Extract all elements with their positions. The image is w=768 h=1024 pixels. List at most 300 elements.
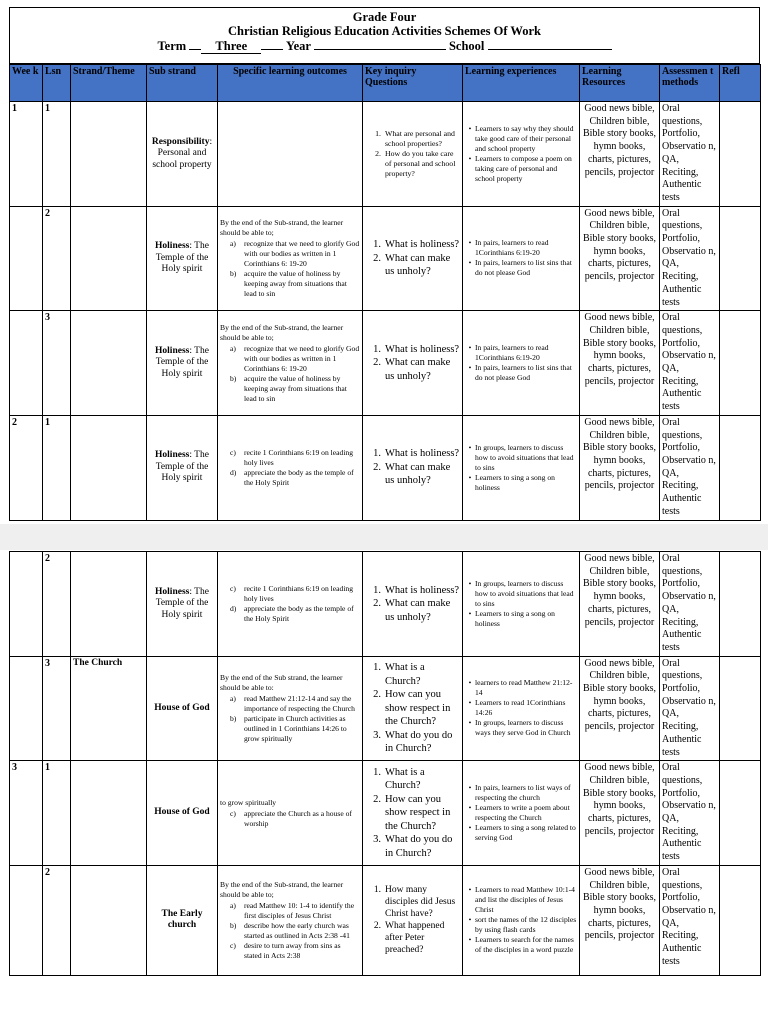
week-cell: [10, 415, 43, 520]
resources-cell: [580, 656, 660, 761]
assessment-cell: [660, 311, 720, 416]
bullet-icon: •: [468, 783, 472, 793]
outcome-label: a): [230, 900, 236, 910]
outcomes-intro: By the end of the Sub-strand, the learner should be able to;: [220, 217, 344, 237]
question-number: 3.: [373, 834, 381, 846]
experience-item: [465, 935, 577, 955]
experience-text: Learners to read 1Corinthians 14:26: [475, 698, 566, 718]
outcome-label: b): [230, 713, 237, 723]
substrand-cell: [147, 206, 218, 311]
question-text: What is a Church?: [385, 662, 425, 687]
resources-text: Good news bible, Children bible, Bible story books, hymn books, charts, pictures, pencils, projector: [582, 103, 657, 178]
reflection-cell: [720, 206, 761, 311]
experience-text: In pairs, learners to list ways of respecting the church: [475, 783, 571, 803]
scheme-page-1: [9, 7, 760, 521]
assessment-text: Oral questions, Portfolio, Observatio n, QA, Reciting, Authentic tests: [662, 553, 716, 653]
experience-item: [465, 803, 577, 823]
question-number: 2.: [373, 252, 381, 264]
assessment-text: Oral questions, Portfolio, Observatio n, QA, Reciting, Authentic tests: [662, 866, 716, 967]
bullet-icon: •: [468, 343, 472, 353]
strand-cell: [71, 102, 147, 207]
lesson-cell: [43, 761, 71, 866]
table-body-2: [10, 552, 761, 976]
substrand-title: Responsibility: [151, 136, 210, 147]
experience-item: [465, 154, 577, 184]
bullet-icon: •: [468, 363, 472, 373]
question-number: 3.: [373, 729, 381, 741]
term-label: Term: [157, 39, 187, 53]
outcome-item: [230, 468, 360, 488]
col-inquiry: Key inquiry Questions: [363, 65, 463, 102]
outcome-label: c): [230, 447, 236, 457]
experience-item: [465, 678, 577, 698]
grade-title: Grade Four: [352, 10, 417, 24]
table-body-1: [10, 102, 761, 521]
outcome-label: b): [230, 268, 237, 278]
question-text: How many disciples did Jesus Christ have?: [385, 885, 456, 920]
outcome-item: [230, 809, 360, 829]
question-number: 2.: [373, 793, 381, 805]
question-text: What can make us unholy?: [385, 598, 451, 623]
question-text: How can you show respect in the Church?: [385, 793, 451, 832]
question-number: 2.: [373, 357, 381, 369]
substrand-cell: [147, 865, 218, 975]
question-number: 1.: [373, 343, 381, 355]
experience-text: sort the names of the 12 disciples by using flash cards: [475, 915, 577, 935]
inquiry-cell: [363, 206, 463, 311]
inquiry-question: [365, 833, 460, 860]
lesson-cell: [43, 656, 71, 761]
term-blank-right: [261, 38, 283, 50]
substrand-cell: [147, 415, 218, 520]
header-row: [10, 65, 761, 102]
outcome-label: d): [230, 603, 237, 613]
reflection-cell: [720, 102, 761, 207]
table-row: [10, 311, 761, 416]
bullet-icon: •: [468, 935, 472, 945]
outcome-label: c): [230, 940, 236, 950]
week-cell: [10, 102, 43, 207]
question-text: What are personal and school properties?: [385, 128, 455, 148]
reflection-cell: [720, 311, 761, 416]
lesson-number: 1: [45, 103, 50, 114]
outcomes-intro: to grow spiritually: [220, 797, 277, 807]
col-week: Wee k: [10, 65, 43, 102]
outcome-item: [230, 239, 360, 269]
outcome-label: b): [230, 920, 237, 930]
assessment-cell: [660, 552, 720, 657]
outcome-item: [230, 374, 360, 404]
assessment-text: Oral questions, Portfolio, Observatio n, QA, Reciting, Authentic tests: [662, 312, 716, 413]
assessment-cell: [660, 865, 720, 975]
question-number: 2.: [375, 148, 381, 158]
outcome-item: [230, 901, 360, 921]
resources-cell: [580, 206, 660, 311]
week-cell: [10, 761, 43, 866]
outcome-text: read Matthew 10: 1-4 to identify the first disciples of Jesus Christ: [244, 900, 355, 920]
resources-cell: [580, 761, 660, 866]
experience-item: [465, 609, 577, 629]
question-text: What is a Church?: [385, 766, 425, 792]
experience-text: Learners to read Matthew 10:1-4 and list the disciples of Jesus Christ: [475, 885, 575, 915]
lesson-number: 3: [45, 312, 50, 324]
outcome-item: [230, 921, 360, 941]
lesson-cell: [43, 415, 71, 520]
substrand-title: Holiness: [155, 345, 190, 356]
experiences-cell: [463, 865, 580, 975]
school-label: School: [448, 39, 485, 53]
outcomes-intro: By the end of the Sub-strand, the learner should be able to;: [220, 322, 344, 342]
year-label: Year: [285, 39, 311, 53]
scheme-table-2: [9, 551, 761, 976]
substrand-detail: : The Temple of the Holy spirit: [155, 345, 209, 379]
experience-item: [465, 343, 577, 363]
outcome-text: acquire the value of holiness by keeping away from situations that lead to sin: [244, 268, 347, 298]
assessment-cell: [660, 761, 720, 866]
outcomes-cell: [218, 761, 363, 866]
outcomes-cell: [218, 552, 363, 657]
outcome-label: d): [230, 467, 237, 477]
lesson-number: 1: [45, 762, 50, 774]
outcome-label: a): [230, 343, 236, 353]
substrand-detail: : The Temple of the Holy spirit: [155, 450, 209, 484]
bullet-icon: •: [468, 472, 472, 482]
table-row: [10, 206, 761, 311]
outcome-label: b): [230, 373, 237, 383]
col-lesson: Lsn: [43, 65, 71, 102]
outcomes-cell: [218, 102, 363, 207]
outcome-item: [230, 269, 360, 299]
bullet-icon: •: [468, 153, 472, 163]
assessment-text: Oral questions, Portfolio, Observatio n, QA, Reciting, Authentic tests: [662, 207, 716, 308]
resources-text: Good news bible, Children bible, Bible story books, hymn books, charts, pictures, pencils, projector: [582, 762, 657, 837]
inquiry-cell: [363, 311, 463, 416]
bullet-icon: •: [468, 678, 472, 688]
scheme-page-2: [9, 551, 760, 976]
lesson-cell: [43, 552, 71, 657]
week-number: 3: [12, 762, 17, 774]
col-outcomes: Specific learning outcomes: [218, 65, 363, 102]
inquiry-question: [365, 584, 460, 598]
inquiry-question: [365, 688, 460, 729]
outcome-item: [230, 941, 360, 961]
question-number: 1.: [373, 448, 381, 460]
term-year-school-line: [10, 38, 759, 54]
resources-text: Good news bible, Children bible, Bible story books, hymn books, charts, pictures, pencils, projector: [582, 416, 657, 492]
inquiry-question: [365, 149, 460, 179]
bullet-icon: •: [468, 885, 472, 895]
strand-cell: [71, 206, 147, 311]
resources-cell: [580, 311, 660, 416]
substrand-cell: [147, 102, 218, 207]
reflection-cell: [720, 552, 761, 657]
experiences-cell: [463, 311, 580, 416]
assessment-text: Oral questions, Portfolio, Observatio n, QA, Reciting, Authentic tests: [662, 657, 716, 758]
inquiry-question: [365, 447, 460, 461]
experience-item: [465, 124, 577, 154]
col-resources: Learning Resources: [580, 65, 660, 102]
experience-text: Learners to sing a song on holiness: [475, 472, 555, 492]
question-number: 1.: [375, 128, 381, 138]
experiences-cell: [463, 552, 580, 657]
lesson-number: 2: [45, 866, 50, 878]
week-cell: [10, 311, 43, 416]
strand-cell: [71, 552, 147, 657]
question-text: What is holiness?: [385, 343, 460, 355]
question-number: 1.: [373, 239, 381, 251]
experience-item: [465, 718, 577, 738]
outcomes-cell: [218, 311, 363, 416]
table-row: [10, 415, 761, 520]
strand-cell: [71, 761, 147, 866]
outcome-text: describe how the early church was started as outlined in Acts 2:38 -41: [244, 920, 350, 940]
table-row: [10, 761, 761, 866]
question-number: 2.: [373, 598, 381, 610]
substrand-detail: : The Temple of the Holy spirit: [155, 586, 209, 620]
experience-text: Learners to say why they should take good care of their personal and school property: [475, 123, 574, 153]
question-number: 1.: [373, 766, 381, 778]
outcome-item: [230, 584, 360, 604]
lesson-number: 2: [45, 553, 50, 564]
substrand-cell: [147, 761, 218, 866]
inquiry-cell: [363, 552, 463, 657]
inquiry-cell: [363, 865, 463, 975]
experience-item: [465, 363, 577, 383]
col-assessment: Assessmen t methods: [660, 65, 720, 102]
resources-text: Good news bible, Children bible, Bible story books, hymn books, charts, pictures, pencils, projector: [582, 866, 657, 942]
inquiry-question: [365, 597, 460, 624]
outcomes-intro: By the end of the Sub strand, the learner should be able to:: [220, 672, 343, 692]
substrand-title: The Early church: [161, 908, 203, 931]
inquiry-question: [365, 356, 460, 383]
inquiry-question: [365, 661, 460, 688]
inquiry-question: [365, 793, 460, 834]
experience-text: In pairs, learners to read 1Corinthians 6:19-20: [475, 238, 549, 258]
inquiry-cell: [363, 761, 463, 866]
experience-text: Learners to sing a song related to serving God: [475, 823, 576, 843]
inquiry-cell: [363, 415, 463, 520]
resources-text: Good news bible, Children bible, Bible story books, hymn books, charts, pictures, pencils, projector: [582, 312, 657, 387]
question-text: What is holiness?: [385, 239, 460, 251]
lesson-cell: [43, 311, 71, 416]
reflection-cell: [720, 415, 761, 520]
experience-item: [465, 579, 577, 609]
question-text: What happened after Peter preached?: [385, 921, 445, 956]
experiences-cell: [463, 656, 580, 761]
col-reflection: Refl: [720, 65, 761, 102]
outcome-label: a): [230, 693, 236, 703]
col-substrand: Sub strand: [147, 65, 218, 102]
document-title: Christian Religious Education Activities Schemes Of Work: [228, 24, 541, 38]
bullet-icon: •: [468, 698, 472, 708]
outcomes-cell: [218, 415, 363, 520]
experience-text: In groups, learners to discuss ways they serve God in Church: [475, 718, 571, 738]
strand-cell: [71, 656, 147, 761]
assessment-cell: [660, 102, 720, 207]
question-text: How do you take care of personal and school property?: [385, 148, 456, 178]
question-number: 1.: [373, 662, 381, 674]
outcome-item: [230, 448, 360, 468]
experience-text: Learners to search for the names of the disciples in a word puzzle: [475, 935, 574, 955]
experience-text: In pairs, learners to read 1Corinthians 6:19-20: [475, 343, 549, 363]
document-header: [9, 7, 760, 64]
assessment-text: Oral questions, Portfolio, Observatio n, QA, Reciting, Authentic tests: [662, 416, 716, 517]
week-number: 1: [12, 103, 17, 114]
question-number: 1.: [373, 584, 381, 596]
bullet-icon: •: [468, 718, 472, 728]
reflection-cell: [720, 656, 761, 761]
outcome-text: participate in Church activities as outlined in 1 Corinthians 14:26 to grow spiritually: [244, 713, 347, 743]
question-text: What do you do in Church?: [385, 729, 453, 755]
week-cell: [10, 656, 43, 761]
outcomes-cell: [218, 865, 363, 975]
lesson-number: 2: [45, 207, 50, 219]
substrand-title: House of God: [154, 702, 210, 713]
resources-cell: [580, 865, 660, 975]
outcome-text: appreciate the Church as a house of worship: [244, 808, 352, 828]
outcome-item: [230, 604, 360, 624]
bullet-icon: •: [468, 823, 472, 833]
question-number: 2.: [373, 689, 381, 701]
inquiry-cell: [363, 656, 463, 761]
assessment-cell: [660, 415, 720, 520]
col-strand: Strand/Theme: [71, 65, 147, 102]
lesson-cell: [43, 102, 71, 207]
resources-cell: [580, 415, 660, 520]
question-text: What can make us unholy?: [385, 461, 451, 487]
experience-item: [465, 443, 577, 473]
strand-name: The Church: [73, 657, 123, 668]
substrand-title: House of God: [154, 807, 210, 818]
outcome-item: [230, 714, 360, 744]
outcome-text: recognize that we need to glorify God with our bodies as written in 1 Corinthians 6: 19-20: [244, 343, 360, 373]
substrand-cell: [147, 552, 218, 657]
strand-cell: [71, 865, 147, 975]
bullet-icon: •: [468, 442, 472, 452]
table-row: [10, 865, 761, 975]
assessment-text: Oral questions, Portfolio, Observatio n, QA, Reciting, Authentic tests: [662, 103, 716, 203]
experiences-cell: [463, 206, 580, 311]
outcome-label: a): [230, 238, 236, 248]
inquiry-question: [365, 461, 460, 488]
bullet-icon: •: [468, 238, 472, 248]
reflection-cell: [720, 865, 761, 975]
table-row: [10, 552, 761, 657]
experience-text: In groups, learners to discuss how to avoid situations that lead to sins: [475, 578, 574, 608]
strand-cell: [71, 311, 147, 416]
inquiry-question: [365, 238, 460, 252]
experience-text: In pairs, learners to list sins that do not please God: [475, 258, 572, 278]
outcome-text: recognize that we need to glorify God with our bodies as written in 1 Corinthians 6: 19-20: [244, 238, 360, 268]
week-number: 2: [12, 416, 17, 428]
assessment-cell: [660, 656, 720, 761]
bullet-icon: •: [468, 803, 472, 813]
inquiry-question: [365, 343, 460, 357]
reflection-cell: [720, 761, 761, 866]
experience-text: Learners to compose a poem on taking care of personal and school property: [475, 153, 572, 183]
outcome-text: appreciate the body as the temple of the Holy Spirit: [244, 603, 354, 623]
resources-cell: [580, 102, 660, 207]
outcome-text: recite 1 Corinthians 6:19 on leading holy lives: [244, 447, 354, 467]
substrand-title: Holiness: [155, 241, 190, 252]
school-blank: [488, 38, 612, 50]
week-cell: [10, 865, 43, 975]
resources-text: Good news bible, Children bible, Bible story books, hymn books, charts, pictures, pencils, projector: [582, 207, 657, 283]
outcome-label: c): [230, 583, 236, 593]
outcome-text: acquire the value of holiness by keeping away from situations that lead to sin: [244, 373, 347, 403]
experiences-cell: [463, 415, 580, 520]
outcome-item: [230, 694, 360, 714]
page-break: [0, 524, 768, 550]
question-text: What can make us unholy?: [385, 252, 451, 278]
question-number: 1.: [373, 885, 381, 896]
question-text: How can you show respect in the Church?: [385, 689, 451, 728]
outcome-text: appreciate the body as the temple of the Holy Spirit: [244, 467, 354, 487]
inquiry-question: [365, 729, 460, 756]
question-text: What can make us unholy?: [385, 357, 451, 382]
experience-item: [465, 915, 577, 935]
experience-item: [465, 258, 577, 278]
scheme-table-1: [9, 64, 761, 521]
substrand-detail: : Personal and school property: [152, 136, 213, 170]
lesson-cell: [43, 206, 71, 311]
substrand-title: Holiness: [155, 450, 190, 461]
table-row: [10, 656, 761, 761]
lesson-number: 1: [45, 416, 50, 428]
question-number: 2.: [373, 921, 381, 932]
question-text: What do you do in Church?: [385, 834, 453, 859]
outcome-label: c): [230, 808, 236, 818]
outcomes-intro: By the end of the Sub-strand, the learner should be able to;: [220, 879, 344, 899]
assessment-cell: [660, 206, 720, 311]
bullet-icon: •: [468, 258, 472, 268]
lesson-number: 3: [45, 657, 50, 669]
inquiry-question: [365, 920, 460, 956]
term-value: Three: [201, 39, 261, 54]
substrand-cell: [147, 311, 218, 416]
substrand-cell: [147, 656, 218, 761]
outcome-item: [230, 344, 360, 374]
bullet-icon: •: [468, 578, 472, 588]
experience-item: [465, 783, 577, 803]
experience-text: Learners to write a poem about respecting the Church: [475, 803, 570, 823]
experience-item: [465, 823, 577, 843]
strand-cell: [71, 415, 147, 520]
inquiry-question: [365, 252, 460, 279]
resources-cell: [580, 552, 660, 657]
experience-text: In pairs, learners to list sins that do not please God: [475, 363, 572, 383]
table-row: [10, 102, 761, 207]
substrand-title: Holiness: [155, 586, 190, 597]
week-cell: [10, 552, 43, 657]
term-blank-left: [189, 38, 201, 50]
bullet-icon: •: [468, 123, 472, 133]
experience-item: [465, 698, 577, 718]
outcomes-cell: [218, 656, 363, 761]
experiences-cell: [463, 102, 580, 207]
bullet-icon: •: [468, 915, 472, 925]
outcome-text: read Matthew 21:12-14 and say the importance of respecting the Church: [244, 693, 355, 713]
inquiry-cell: [363, 102, 463, 207]
lesson-cell: [43, 865, 71, 975]
inquiry-question: [365, 766, 460, 793]
bullet-icon: •: [468, 608, 472, 618]
outcomes-cell: [218, 206, 363, 311]
question-number: 2.: [373, 461, 381, 473]
week-cell: [10, 206, 43, 311]
inquiry-question: [365, 129, 460, 149]
inquiry-question: [365, 884, 460, 920]
